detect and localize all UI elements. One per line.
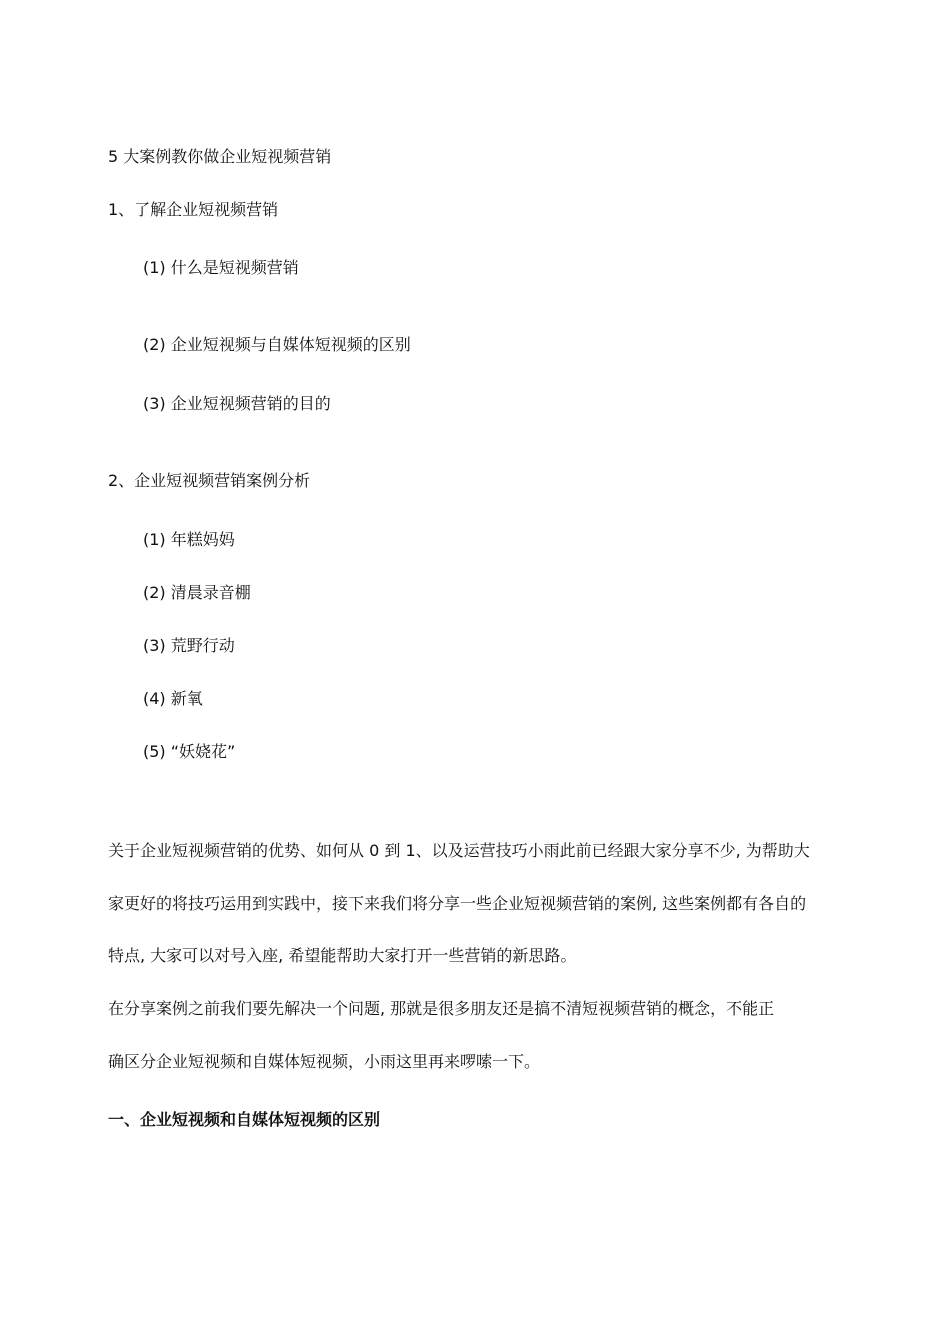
list-item: (3) 荒野行动 <box>143 636 235 655</box>
body-text-line: 确区分企业短视频和自媒体短视频，小雨这里再来啰嗦一下。 <box>108 1052 541 1071</box>
body-text-line: 关于企业短视频营销的优势、如何从 0 到 1、以及运营技巧小雨此前已经跟大家分享不少, 为帮助大 <box>108 841 810 860</box>
list-item: (4) 新氧 <box>143 689 203 708</box>
document-title: 5 大案例教你做企业短视频营销 <box>108 147 332 166</box>
list-item: (2) 清晨录音棚 <box>143 583 251 602</box>
list-item: (3) 企业短视频营销的目的 <box>143 394 331 413</box>
body-text-line: 家更好的将技巧运用到实践中，接下来我们将分享一些企业短视频营销的案例, 这些案例都有各自的 <box>108 894 807 913</box>
section-heading-2: 2、企业短视频营销案例分析 <box>108 471 311 490</box>
list-item: (2) 企业短视频与自媒体短视频的区别 <box>143 335 411 354</box>
body-text-line: 在分享案例之前我们要先解决一个问题, 那就是很多朋友还是搞不清短视频营销的概念，不能正 <box>108 999 775 1018</box>
list-item: (5) “妖娆花” <box>143 742 236 761</box>
subheading: 一、企业短视频和自媒体短视频的区别 <box>108 1110 381 1129</box>
section-heading-1: 1、了解企业短视频营销 <box>108 200 279 219</box>
body-text-line: 特点, 大家可以对号入座, 希望能帮助大家打开一些营销的新思路。 <box>108 946 577 965</box>
list-item: (1) 年糕妈妈 <box>143 530 235 549</box>
list-item: (1) 什么是短视频营销 <box>143 258 299 277</box>
